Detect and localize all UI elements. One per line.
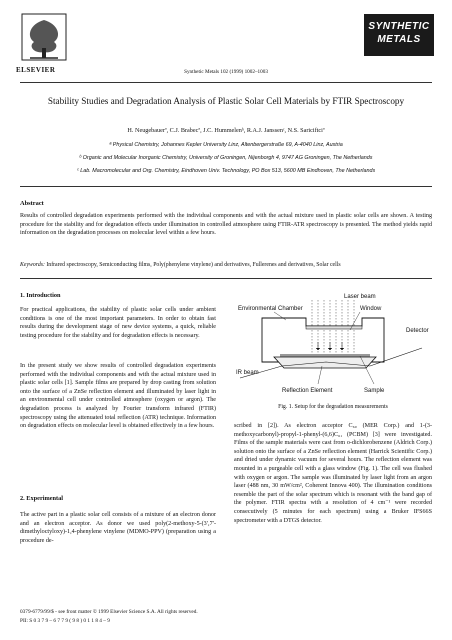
label-environmental-chamber: Environmental Chamber (238, 306, 303, 312)
experimental-paragraph-1: The active part in a plastic solar cell consists of a mixture of an electron donor and an electron acceptor. As donor we used poly(2-methoxy-5-(3′,7′-dimethyloctyloxy)-1,4-phenylene vinylene (MDMO-PPV) (preparation using a procedure de- (20, 512, 216, 544)
author-list: H. Neugebauerª, C.J. Brabecª, J.C. Hummelenᵇ, R.A.J. Janssenᶜ, N.S. Sariciftciª (127, 127, 325, 134)
keywords (20, 262, 432, 268)
label-detector: Detector (406, 328, 429, 334)
abstract-heading: Abstract (20, 200, 44, 207)
title-rule (20, 186, 432, 187)
experimental-paragraph-2: scribed in [2]). As electron acceptor C₆₀ (MER Corp.) and 1-(3-methoxycarbonyl)-propyl-1-phenyl-(6,6)C₆₁ (PCBM) [3] were investigated. Films of the sample materials were cast from o-dichlorobenzene (Aldrich Corp.) solution onto the surface of a ZnSe reflection element (Harrick Scientific Corp.) and dried under dynamic vacuum for several hours. The reflection element was mounted in a purgeable cell with a glass window (Fig. 1). The cell was flushed with oxygen or argon. The sample was illuminated by laser light from an argon laser (488 nm, 30 mW/cm², Coherent Innova 400). The illumination conditions resemble the part of the solar spectrum which is resonant with the band gap of the polymer. FTIR spectra with a resolution of 4 cm⁻¹ were recorded consecutively (5 minutes for each spectrum) using a Bruker IFS66S spectrometer with a DTGS detector. (234, 423, 432, 524)
synthetic-metals-logo (364, 14, 434, 56)
label-reflection-element: Reflection Element (282, 388, 333, 394)
affiliation-a: ª Physical Chemistry, Johannes Kepler University Linz, Altenbergerstraße 69, A-4040 Linz, Austria (109, 142, 343, 148)
section-heading-introduction: 1. Introduction (20, 292, 61, 299)
brand-line-1: SYNTHETIC (368, 21, 430, 32)
affiliation-b: ᵇ Organic and Molecular Inorganic Chemistry, University of Groningen, Nijenborgh 4, 9747 AG Groningen, The Netherlands (79, 155, 373, 161)
label-window: Window (360, 306, 382, 312)
elsevier-tree-logo (20, 12, 68, 64)
abstract-rule (20, 278, 432, 279)
label-ir-beam: IR beam (236, 370, 259, 376)
journal-citation: Synthetic Metals 102 (1999) 1002–1003 (184, 69, 268, 75)
label-sample: Sample (364, 388, 385, 394)
intro-paragraph-1: For practical applications, the stability of plastic solar cells under ambient conditions is one of the most important parameters. In order to obtain fast results during the development stage of new device systems, a quick, reliable testing procedure for the stability and for degradation effects is necessary. (20, 307, 216, 339)
affiliation-c: ᶜ Lab. Macromolecular and Org. Chemistry, Eindhoven Univ. Technology, PO Box 513, 5600 MB Eindhoven, The Netherlands (76, 168, 376, 174)
sample-film (280, 354, 370, 357)
copyright-line: 0379-6779/99/$ - see front matter © 1999 Elsevier Science S.A. All rights reserved. (20, 609, 198, 615)
intro-paragraph-2: In the present study we show results of controlled degradation experiments performed with the individual components and with the actual mixture used in plastic solar cells [1]. Sample films are prepared by drop casting from solution onto the surface of a ZnSe reflection element and illuminated by laser light in an environmental cell under controlled atmosphere (oxygen or argon). The degradation process is analyzed by Fourier transform infrared (FTIR) spectroscopy using the attenuated total reflection (ATR) technique. Information on degradation effects on molecular level is obtained effectively in a few hours. (20, 363, 216, 430)
abstract-text: Results of controlled degradation experiments performed with the individual components and with the actual mixture used in plastic solar cells are shown. A testing procedure for the stability and for degradation effects under illumination in controlled atmosphere using FTIR-ATR spectroscopy is presented. The method yields rapid information on the degradation processes on molecular level within a few hours. (20, 213, 432, 237)
figure-caption: Fig. 1. Setup for the degradation measurements (278, 404, 388, 410)
header-rule (20, 82, 432, 83)
reflection-element (274, 357, 376, 368)
publisher-name: ELSEVIER (16, 66, 56, 74)
label-laser-beam: Laser beam (344, 294, 376, 300)
paper-title: Stability Studies and Degradation Analysis of Plastic Solar Cell Materials by FTIR Spectroscopy (47, 96, 405, 106)
window-pane (306, 326, 362, 329)
brand-line-2: METALS (377, 34, 421, 45)
section-heading-experimental: 2. Experimental (20, 495, 64, 502)
pii-line: PII: S 0 3 7 9 – 6 7 7 9 ( 9 8 ) 0 1 1 8 4 – 9 (20, 618, 110, 624)
keywords-label: Keywords: (20, 262, 45, 268)
arrow-icons (316, 342, 344, 350)
keywords-text: Infrared spectroscopy, Semiconducting films, Poly(phenylene vinylene) and derivatives, Fullerenes and derivatives, Solar cells (46, 262, 341, 268)
setup-figure (234, 292, 432, 400)
